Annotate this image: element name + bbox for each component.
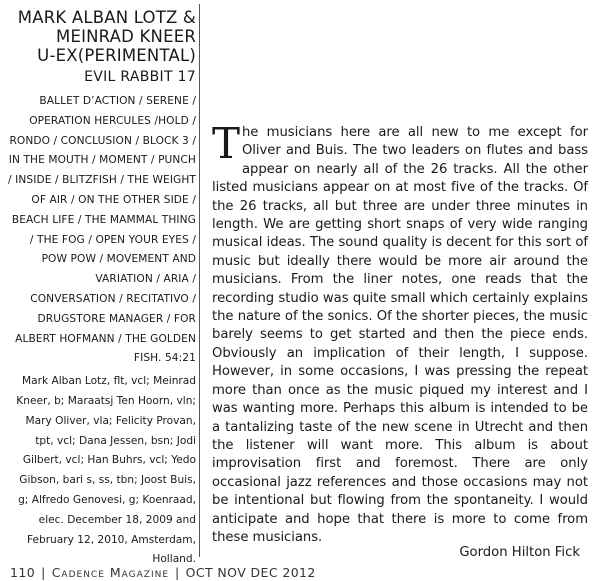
column-divider [199, 4, 200, 557]
footer-separator: | [41, 565, 46, 580]
album-info [8, 8, 196, 570]
magazine-name: Cadence Magazine [51, 565, 170, 580]
page-footer [10, 565, 316, 580]
footer-separator: | [175, 565, 180, 580]
review-author: Gordon Hilton Fick [459, 545, 580, 560]
issue-date: OCT NOV DEC 2012 [185, 565, 316, 580]
review-text [212, 119, 588, 547]
personnel: Mark Alban Lotz, flt, vcl; Meinrad Kneer, b; Maraatsj Ten Hoorn, vln; Mary Oliver, vla; Felicity Provan, tpt, vcl; Dana Jessen, bsn; Jodi Gilbert, vcl; Han Buhrs, vcl; Yedo Gibson, bari s, ss, tbn; Joost Buis, g; Alfredo Genovesi, g; Koenraad, elec. December 18, 2009 and February 12, 2010, Amsterdam, Holland. [16, 375, 196, 566]
record-label: EVIL RABBIT 17 [84, 69, 196, 85]
album-title: MARK ALBAN LOTZ & MEINRAD KNEER U-EX(PERIMENTAL) [17, 8, 196, 65]
tracklist: BALLET D’ACTION / SERENE / OPERATION HERCULES /HOLD / RONDO / CONCLUSION / BLOCK 3 / IN THE MOUTH / MOMENT / PUNCH / INSIDE / BLITZFISH / THE WEIGHT OF AIR / ON THE OTHER SIDE / BEACH LIFE / THE MAMMAL THING / THE FOG / OPEN YOUR EYES / POW POW / MOVEMENT AND VARIATION / ARIA / CONVERSATION / RECITATIVO / DRUGSTORE MANAGER / FOR ALBERT HOFMANN / THE GOLDEN FISH. 54:21 [8, 95, 196, 365]
drop-cap: T [212, 119, 240, 168]
page-number: 110 [10, 565, 36, 580]
review-body: he musicians here are all new to me except for Oliver and Buis. The two leaders on flutes and bass appear on nearly all of the 26 tracks. All the other listed musicians appear on at most five of the tracks. Of the 26 tracks, all but three are under three minutes in length. We are getting short snaps of very wide ranging musical ideas. The sound quality is decent for this sort of music but ideally there would be more air around the musicians. From the liner notes, one reads that the recording studio was quite small which certainly explains the nature of the sonics. Of the shorter pieces, the music barely seems to get started and then the piece ends. Obviously an implication of their length, I suppose. However, in some occasions, I was pressing the repeat more than once as the music piqued my interest and I was wanting more. Perhaps this album is intended to be a tantalizing taste of the new scene in Utrecht and then the listener will want more. This album is about improvisation first and foremost. There are only occasional jazz references and those occasions may not be intentional but flowing from the spontaneity. I would anticipate and hope that there is more to come from these musicians. [212, 125, 588, 545]
